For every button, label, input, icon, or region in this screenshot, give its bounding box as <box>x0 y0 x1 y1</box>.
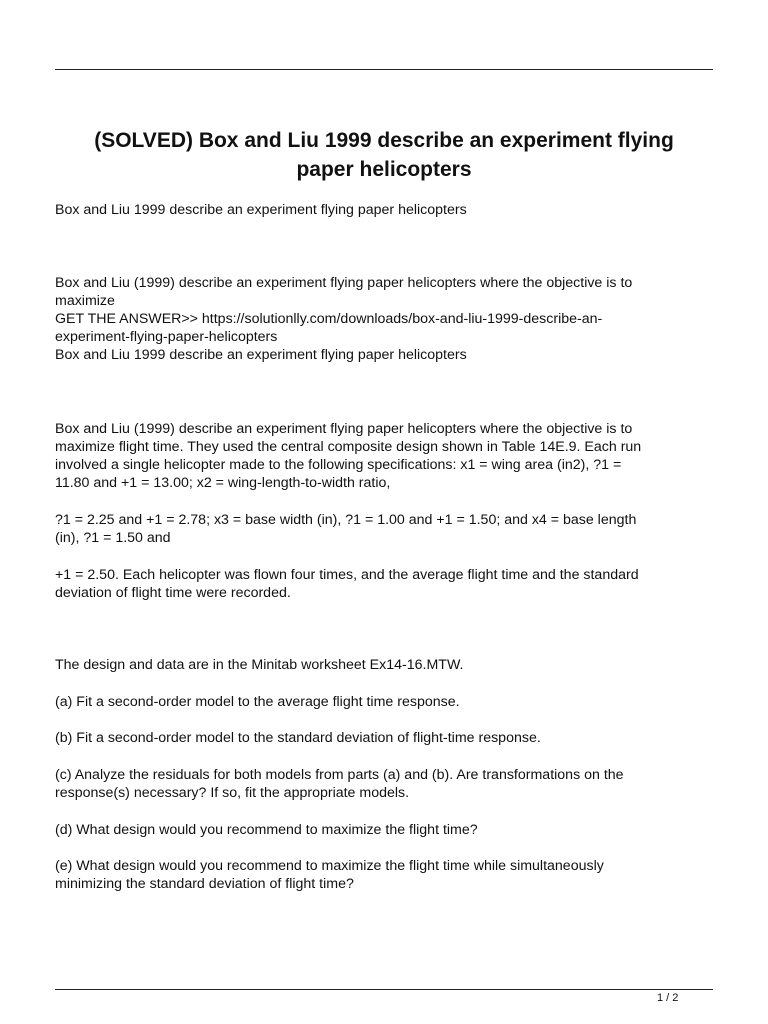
body3-line-1: +1 = 2.50. Each helicopter was flown four times, and the average flight time and the standard <box>55 567 639 583</box>
get-answer-line-2: experiment-flying-paper-helicopters <box>55 329 278 345</box>
question-e-line-1: (e) What design would you recommend to maximize the flight time while simultaneously <box>55 858 604 874</box>
question-b-text: (b) Fit a second-order model to the standard deviation of flight-time response. <box>55 730 541 746</box>
intro-line-2: maximize <box>55 293 115 309</box>
title-line-1: (SOLVED) Box and Liu 1999 describe an experiment flying <box>94 129 674 152</box>
question-e <box>55 857 715 893</box>
body3-line-2: deviation of flight time were recorded. <box>55 585 291 601</box>
title-line-2: paper helicopters <box>296 158 472 181</box>
body2-line-2: (in), ?1 = 1.50 and <box>55 530 171 546</box>
question-c-line-1: (c) Analyze the residuals for both models from parts (a) and (b). Are transformations on the <box>55 767 624 783</box>
intro-paragraph <box>55 274 715 364</box>
body-paragraph-2 <box>55 511 715 547</box>
question-d-text: (d) What design would you recommend to maximize the flight time? <box>55 822 478 838</box>
body1-line-4: 11.80 and +1 = 13.00; x2 = wing-length-to-width ratio, <box>55 475 391 491</box>
get-answer-line-1: GET THE ANSWER>> https://solutionlly.com/downloads/box-and-liu-1999-describe-an- <box>55 311 603 327</box>
question-c-line-2: response(s) necessary? If so, fit the appropriate models. <box>55 785 410 801</box>
body-paragraph-3 <box>55 566 715 602</box>
body1-line-3: involved a single helicopter made to the following specifications: x1 = wing area (in2), ?1 = <box>55 457 622 473</box>
body-paragraph-1 <box>55 420 715 492</box>
question-a <box>55 693 715 711</box>
page-title <box>40 126 728 184</box>
design-note-text: The design and data are in the Minitab worksheet Ex14-16.MTW. <box>55 657 464 673</box>
intro-line-5: Box and Liu 1999 describe an experiment flying paper helicopters <box>55 347 467 363</box>
intro-line-1: Box and Liu (1999) describe an experiment flying paper helicopters where the objective is to <box>55 275 633 291</box>
body1-line-1: Box and Liu (1999) describe an experiment flying paper helicopters where the objective is to <box>55 421 633 437</box>
subtitle-text: Box and Liu 1999 describe an experiment flying paper helicopters <box>55 202 467 218</box>
body2-line-1: ?1 = 2.25 and +1 = 2.78; x3 = base width (in), ?1 = 1.00 and +1 = 1.50; and x4 = base length <box>55 512 637 528</box>
question-a-text: (a) Fit a second-order model to the average flight time response. <box>55 694 460 710</box>
question-c <box>55 766 715 802</box>
question-d <box>55 821 715 839</box>
question-e-line-2: minimizing the standard deviation of flight time? <box>55 876 354 892</box>
design-note <box>55 656 715 674</box>
footer-rule <box>55 989 713 990</box>
page-number: 1 / 2 <box>657 992 679 1004</box>
question-b <box>55 729 715 747</box>
body1-line-2: maximize flight time. They used the central composite design shown in Table 14E.9. Each run <box>55 439 642 455</box>
subtitle-paragraph <box>55 201 715 219</box>
header-rule <box>55 69 713 70</box>
